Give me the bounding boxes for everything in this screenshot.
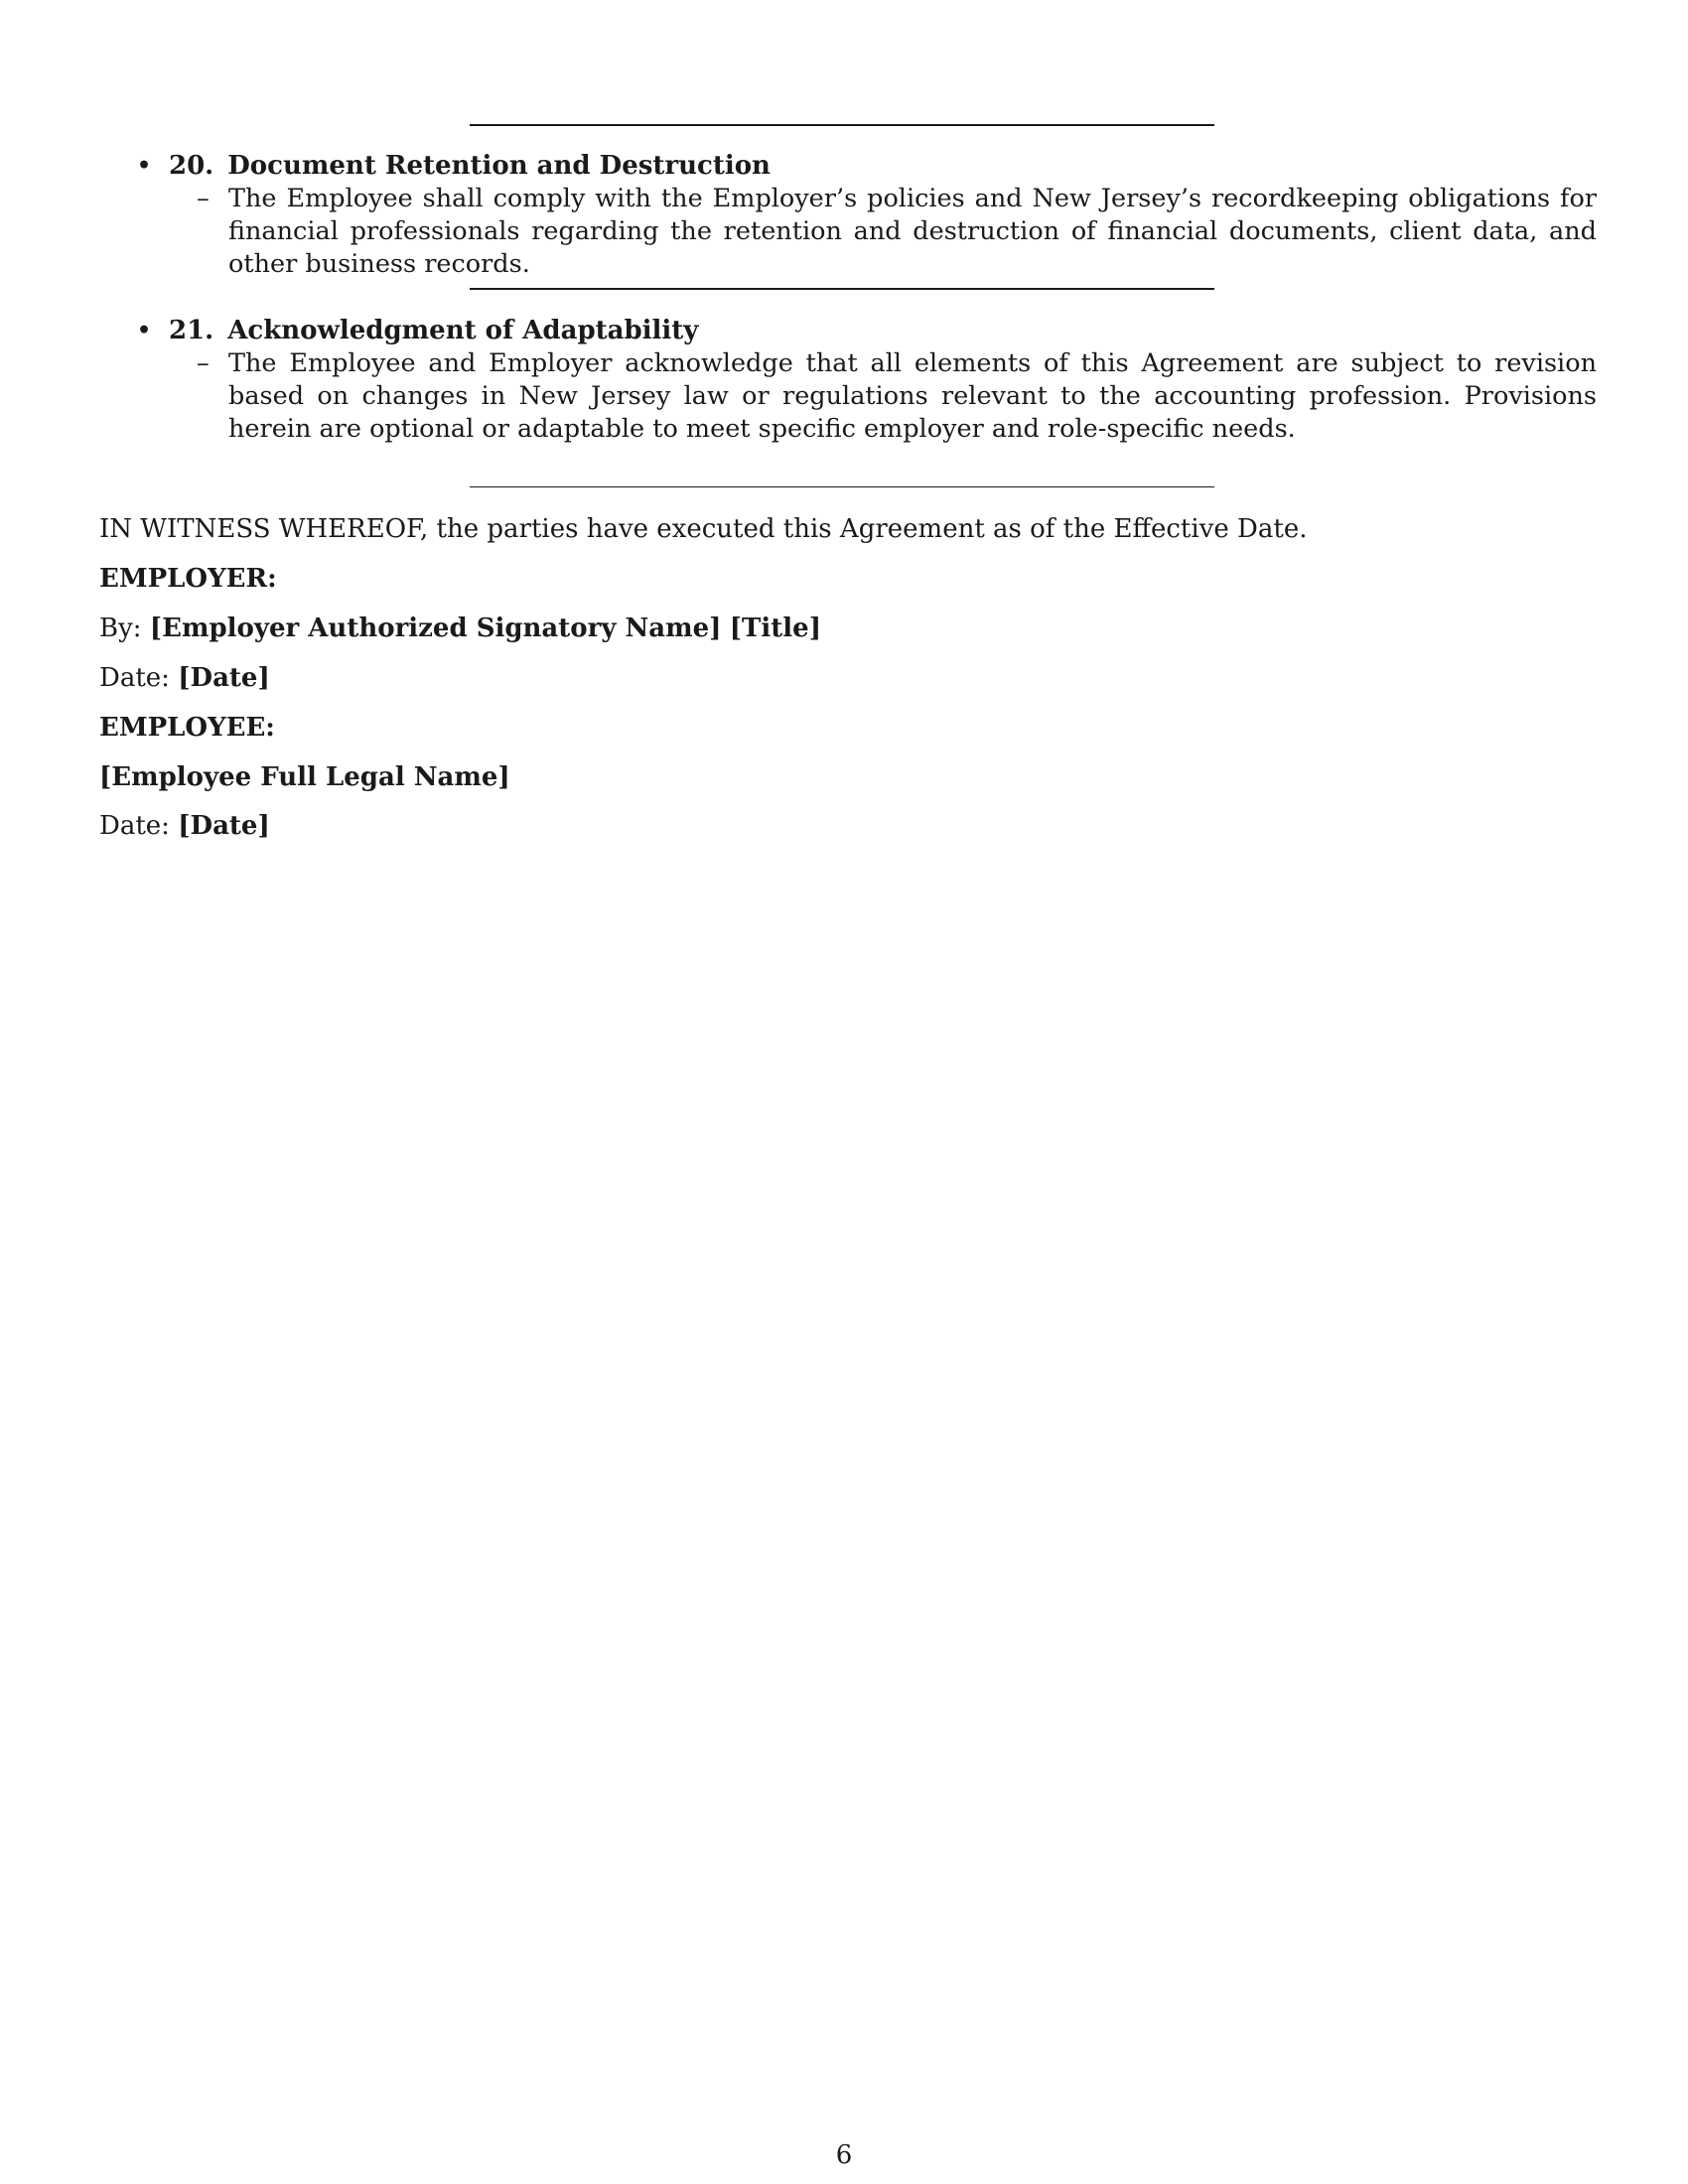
section-number: 21. xyxy=(169,316,214,345)
section-paragraph-text: The Employee shall comply with the Employer’s policies and New Jersey’s recordkeeping obligations for financial professionals regarding the retention and destruction of financial documents, client data, and other business records. xyxy=(228,184,1597,279)
page-number: 6 xyxy=(835,2140,853,2170)
section-number: 20. xyxy=(169,151,214,181)
employer-date-line xyxy=(99,661,270,695)
section-paragraph xyxy=(137,183,1597,281)
section-20 xyxy=(137,149,1597,281)
employer-heading: EMPLOYER: xyxy=(99,564,277,594)
section-title-text: Document Retention and Destruction xyxy=(227,151,771,181)
witness-clause: IN WITNESS WHEREOF, the parties have executed this Agreement as of the Effective Date. xyxy=(99,514,1308,544)
dash-icon: – xyxy=(197,184,210,213)
section-title-text: Acknowledgment of Adaptability xyxy=(227,316,699,345)
section-divider xyxy=(470,288,1214,290)
section-paragraph xyxy=(137,347,1597,446)
section-divider xyxy=(470,124,1214,126)
section-title xyxy=(169,314,698,347)
date-placeholder: [Date] xyxy=(178,663,270,693)
employee-date-line xyxy=(99,809,270,843)
section-heading xyxy=(137,149,1597,183)
signatory-name-placeholder: [Employer Authorized Signatory Name] xyxy=(149,614,722,643)
section-title xyxy=(169,149,771,183)
bullet-icon: • xyxy=(137,318,152,343)
section-21 xyxy=(137,314,1597,446)
date-label: Date: xyxy=(99,663,179,693)
employee-heading: EMPLOYEE: xyxy=(99,713,275,743)
section-paragraph-text: The Employee and Employer acknowledge that all elements of this Agreement are subject to revision based on changes in New Jersey law or regulations relevant to the accounting profession. Provisions herein are optional or adaptable to meet specific employer and role-specific needs. xyxy=(228,348,1597,444)
signatory-title-placeholder: [Title] xyxy=(729,614,821,643)
dash-icon: – xyxy=(197,348,210,378)
date-label: Date: xyxy=(99,811,179,841)
employee-name-placeholder: [Employee Full Legal Name] xyxy=(99,762,510,792)
section-divider xyxy=(470,486,1214,487)
date-placeholder: [Date] xyxy=(178,811,270,841)
bullet-icon: • xyxy=(137,153,152,179)
section-heading xyxy=(137,314,1597,347)
employer-signatory-line xyxy=(99,612,821,645)
by-label: By: xyxy=(99,614,150,643)
